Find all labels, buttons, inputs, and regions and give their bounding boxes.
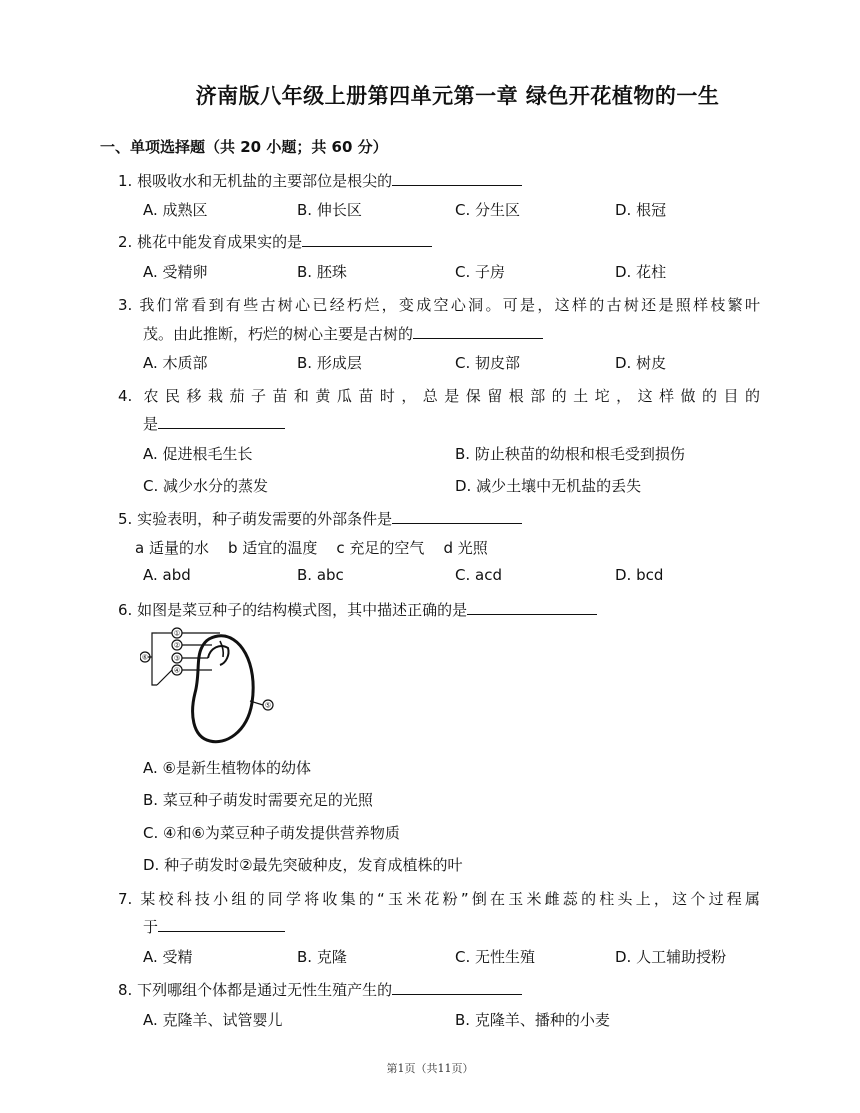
option-b: B. 胚珠: [297, 263, 347, 281]
document-title: 济南版八年级上册第四单元第一章 绿色开花植物的一生: [195, 83, 720, 108]
question-8: [118, 979, 522, 1000]
option-d: D. 根冠: [615, 201, 667, 219]
option-b: B. 克隆: [297, 948, 347, 966]
diagram-label-4: ④: [173, 666, 181, 675]
diagram-label-1: ①: [173, 629, 181, 638]
option-a: A. abd: [143, 566, 191, 584]
option-c: C. 分生区: [455, 201, 521, 219]
option-a: A. 促进根毛生长: [143, 445, 253, 463]
option-c: C. 韧皮部: [455, 354, 521, 372]
option-b: B. 伸长区: [297, 201, 362, 219]
question-7-line-2: [143, 916, 285, 937]
diagram-label-3: ③: [173, 654, 181, 663]
question-stem: 5. 实验表明，种子萌发需要的外部条件是: [118, 510, 393, 528]
question-7-line-1: 7. 某校科技小组的同学将收集的“玉米花粉”倒在玉米雌蕊的柱头上，这个过程属: [118, 890, 760, 908]
option-c: C. acd: [455, 566, 502, 584]
page-footer: 第1页（共11页）: [386, 1062, 474, 1075]
option-b: B. 克隆羊、播种的小麦: [455, 1011, 610, 1029]
option-c: C. 无性生殖: [455, 948, 536, 966]
answer-blank: [392, 522, 522, 524]
option-a: A. 受精: [143, 948, 193, 966]
question-stem: 8. 下列哪组个体都是通过无性生殖产生的: [118, 981, 393, 999]
answer-blank: [413, 337, 543, 339]
question-4-line-1: 4. 农民移栽茄子苗和黄瓜苗时，总是保留根部的土坨，这样做的目的: [118, 387, 760, 405]
answer-blank: [158, 930, 285, 932]
option-d: D. 减少土壤中无机盐的丢失: [455, 477, 642, 495]
option-d: D. 人工辅助授粉: [615, 948, 727, 966]
question-5: [118, 508, 522, 529]
question-stem: 1. 根吸收水和无机盐的主要部位是根尖的: [118, 172, 393, 190]
answer-blank: [392, 184, 522, 186]
option-b: B. 菜豆种子萌发时需要充足的光照: [143, 791, 373, 809]
option-d: D. 花柱: [615, 263, 667, 281]
conditions-list: a 适量的水 b 适宜的温度 c 充足的空气 d 光照: [135, 539, 488, 557]
question-3-line-1: 3. 我们常看到有些古树心已经朽烂，变成空心洞。可是，这样的古树还是照样枝繁叶: [118, 296, 760, 314]
option-a: A. 成熟区: [143, 201, 208, 219]
question-6: [118, 599, 597, 620]
option-b: B. 形成层: [297, 354, 362, 372]
section-heading: 一、单项选择题（共 20 小题；共 60 分）: [100, 138, 388, 156]
answer-blank: [302, 245, 432, 247]
option-a: A. 木质部: [143, 354, 208, 372]
answer-blank: [392, 993, 522, 995]
option-d: D. 树皮: [615, 354, 667, 372]
option-c: C. 减少水分的蒸发: [143, 477, 269, 495]
diagram-label-2: ②: [173, 641, 181, 650]
answer-blank: [467, 613, 597, 615]
option-d: D. bcd: [615, 566, 664, 584]
answer-blank: [158, 427, 285, 429]
option-a: A. 克隆羊、试管婴儿: [143, 1011, 283, 1029]
option-a: A. 受精卵: [143, 263, 208, 281]
question-2: [118, 231, 432, 252]
question-stem: 2. 桃花中能发育成果实的是: [118, 233, 303, 251]
question-stem: 茂。由此推断，朽烂的树心主要是古树的: [143, 325, 414, 343]
question-stem: 6. 如图是菜豆种子的结构模式图，其中描述正确的是: [118, 601, 468, 619]
question-3-line-2: [143, 323, 543, 344]
option-d: D. 种子萌发时②最先突破种皮，发育成植株的叶: [143, 856, 463, 874]
question-stem: 是: [143, 415, 159, 433]
question-4-line-2: [143, 413, 285, 434]
question-1: [118, 170, 522, 191]
option-b: B. abc: [297, 566, 344, 584]
diagram-label-6: ⑥: [141, 653, 149, 662]
option-a: A. ⑥是新生植物体的幼体: [143, 759, 311, 777]
bean-seed-diagram: [140, 623, 280, 748]
option-c: C. ④和⑥为菜豆种子萌发提供营养物质: [143, 824, 400, 842]
option-c: C. 子房: [455, 263, 506, 281]
question-stem: 于: [143, 918, 159, 936]
diagram-label-5: ⑤: [264, 701, 272, 710]
option-b: B. 防止秧苗的幼根和根毛受到损伤: [455, 445, 685, 463]
